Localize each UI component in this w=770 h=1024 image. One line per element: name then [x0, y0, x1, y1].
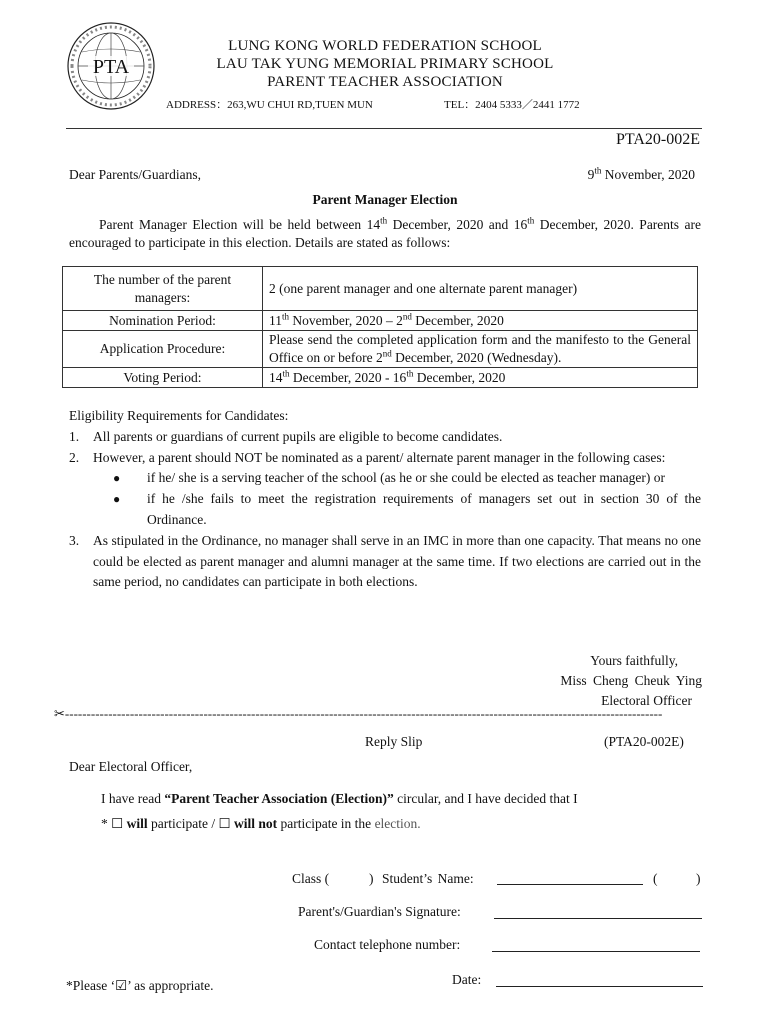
class-label: Class ( [292, 871, 330, 886]
table-row [63, 267, 698, 311]
bullet-icon: ● [113, 492, 121, 507]
will-participate-checkbox[interactable]: ☐ [111, 816, 124, 831]
school-telephone: TEL：2404 5333／2441 1772 [444, 99, 580, 111]
list-text: As stipulated in the Ordinance, no manager shall serve in an IMC in more than one capacity. That means no one could be elected as parent manager and alumni manager at the same time. If two elections are carried out in the same period, no candidates can participate in both elections. [93, 532, 701, 590]
table-value: 11th November, 2020 – 2nd December, 2020 [263, 311, 698, 331]
pta-logo [66, 20, 156, 112]
scissors-icon: ✂ [54, 706, 65, 721]
student-number-open: ( [653, 871, 658, 886]
table-row [63, 368, 698, 388]
table-key: The number of the parent managers: [63, 267, 263, 311]
student-name-field[interactable] [497, 870, 643, 885]
student-number-close: ) [696, 871, 701, 886]
school-name-line2: LAU TAK YUNG MEMORIAL PRIMARY SCHOOL [216, 56, 554, 72]
list-number: 1. [69, 428, 80, 444]
table-key: Nomination Period: [63, 311, 263, 331]
list-text: All parents or guardians of current pupils are eligible to become candidates. [93, 428, 503, 444]
table-row [63, 311, 698, 331]
officer-role: Electoral Officer [601, 693, 692, 708]
cut-line: ✂------------------------------------------------------------------------------------------------------------------------------------------ [54, 706, 663, 721]
eligibility-section [69, 406, 701, 593]
bullet-item [113, 489, 701, 531]
bullet-icon: ● [113, 471, 121, 486]
letter-title: Parent Manager Election [312, 192, 458, 207]
phone-label: Contact telephone number: [314, 937, 461, 952]
closing: Yours faithfully, [590, 653, 678, 668]
list-item [69, 427, 701, 448]
list-text: However, a parent should NOT be nominated as a parent/ alternate parent manager in the following cases: [93, 449, 666, 465]
salutation: Dear Parents/Guardians, [69, 167, 201, 182]
signature-field[interactable] [494, 904, 702, 919]
class-close: ) [369, 871, 374, 886]
reply-slip-title: Reply Slip [365, 734, 423, 749]
table-row [63, 331, 698, 368]
signature-block [560, 651, 702, 711]
bullet-item [113, 468, 701, 489]
bullet-text: if he /she fails to meet the registration requirements of managers set out in section 30 of the Ordinance. [147, 491, 701, 527]
table-value: 2 (one parent manager and one alternate parent manager) [263, 267, 698, 311]
school-address: ADDRESS：263,WU CHUI RD,TUEN MUN [166, 99, 373, 111]
bullet-text: if he/ she is a serving teacher of the school (as he or she could be elected as teacher manager) or [147, 470, 666, 486]
date-field[interactable] [496, 972, 703, 987]
table-value: Please send the completed application form and the manifesto to the General Office on or before 2nd December, 2020 (Wednesday). [263, 331, 698, 368]
eligibility-heading: Eligibility Requirements for Candidates: [69, 408, 289, 423]
date-label: Date: [452, 972, 482, 987]
reply-slip-reference: (PTA20-002E) [604, 734, 684, 749]
table-key: Application Procedure: [63, 331, 263, 368]
signature-label: Parent's/Guardian's Signature: [298, 904, 461, 919]
list-number: 2. [69, 449, 80, 465]
list-item [69, 531, 701, 593]
officer-name: Miss Cheng Cheuk Ying [560, 673, 702, 688]
circular-reference: PTA20-002E [615, 131, 700, 148]
school-name-line1: LUNG KONG WORLD FEDERATION SCHOOL [228, 38, 542, 54]
intro-paragraph: Parent Manager Election will be held between 14th December, 2020 and 16th December, 2020. Parents are encouraged to participate in this election. Details are stated as follows: [69, 215, 701, 250]
footnote: *Please ‘☑’ as appropriate. [66, 978, 214, 993]
header-divider [66, 128, 702, 129]
declaration-text: I have read “Parent Teacher Association (Election)” circular, and I have decided that I [101, 791, 578, 806]
logo-text: PTA [92, 56, 130, 78]
phone-field[interactable] [492, 937, 700, 952]
list-item [69, 448, 701, 469]
participation-choice: * ☐ will participate / ☐ will not participate in the election. [101, 816, 421, 831]
will-not-participate-checkbox[interactable]: ☐ [218, 816, 231, 831]
election-details-table [62, 266, 698, 388]
student-name-label: Student’s Name: [382, 871, 474, 886]
table-key: Voting Period: [63, 368, 263, 388]
reply-salutation: Dear Electoral Officer, [69, 759, 193, 774]
association-name: PARENT TEACHER ASSOCIATION [267, 74, 503, 90]
list-number: 3. [69, 532, 80, 548]
table-value: 14th December, 2020 - 16th December, 2020 [263, 368, 698, 388]
letter-date: 9th November, 2020 [587, 165, 695, 182]
